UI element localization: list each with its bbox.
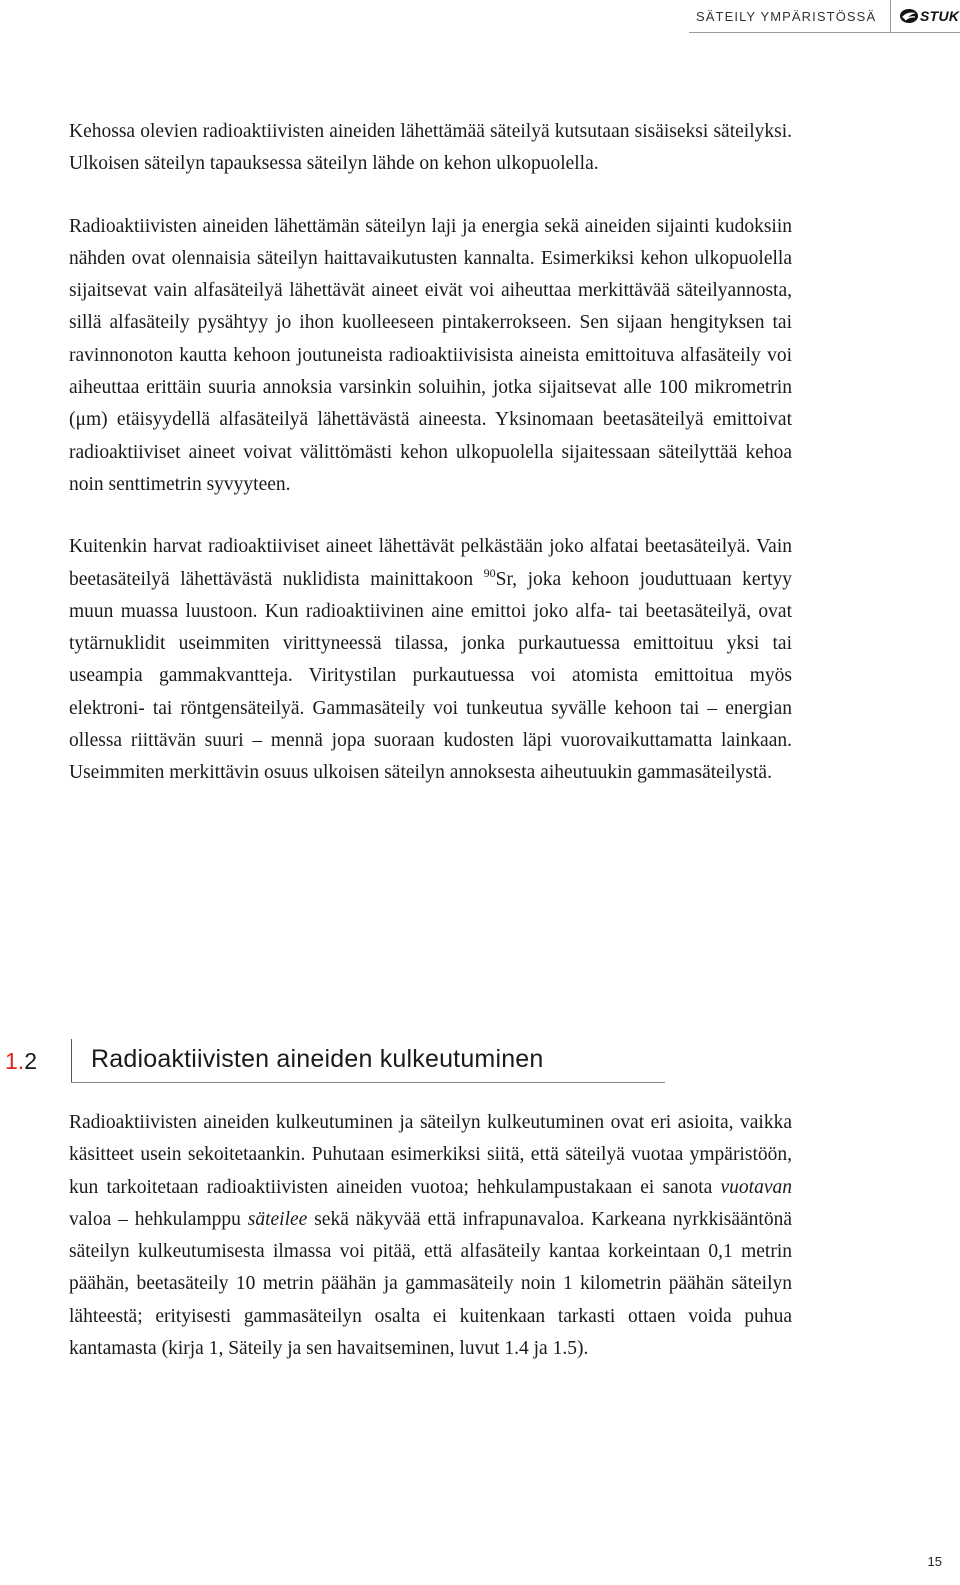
paragraph-internal-radiation: Kehossa olevien radioaktiivisten aineiden lähettämää säteilyä kutsutaan sisäiseksi säteilyksi. Ulkoisen säteilyn tapauksessa säteilyn lähde on kehon ulkopuolella.	[69, 121, 792, 175]
paragraph-gamma-radiation	[69, 531, 792, 789]
paragraph-text: sekä näkyvää että infrapunavaloa. Karkeana nyrkkisääntönä säteilyn kulkeutumisesta ilmassa voi pitää, että alfasäteily kantaa korkeintaan 0,1 metrin päähän, beetasäteily 10 metrin päähän ja gammasäteily noin 1 kilometrin päähän säteilyn lähteestä; erityisesti gammasäteilyn osalta ei kuitenkaan tarkasti ottaen voida puhua kantamasta (kirja 1, Säteily ja sen havaitseminen, luvut 1.4 ja 1.5).	[69, 1208, 793, 1360]
section-underline	[71, 1082, 665, 1083]
running-header-title: SÄTEILY YMPÄRISTÖSSÄ	[696, 9, 877, 24]
paragraph-radiation-type: Radioaktiivisten aineiden lähettämän säteilyn laji ja energia sekä aineiden sijainti kudoksiin nähden ovat olennaisia säteilyn haittavaikutusten kannalta. Esimerkiksi kehon ulkopuolella sijaitsevat vain alfasäteilyä lähettävät aineet eivät voi aiheuttaa merkittävää säteilyannosta, sillä alfasäteily pysähtyy jo ihon kuolleeseen pintakerrokseen. Sen sijaan hengityksen tai ravinnonoton kautta kehoon joutuneista radioaktiivisista aineista emittoituva alfasäteily voi aiheuttaa erittäin suuria annoksia varsinkin soluihin, jotka sijaitsevat alle 100 mikrometrin (μm) etäisyydellä alfasäteilyä lähettävästä aineesta. Yksinomaan beetasäteilyä emittoivat radioaktiiviset aineet voivat välittömästi kehon ulkopuolella sijaitessaan säteilyttää kehoa noin senttimetrin syvyyteen.	[69, 215, 792, 495]
section-number	[5, 1048, 37, 1075]
stuk-logo-icon	[899, 8, 919, 24]
body-text-lower	[69, 1107, 792, 1395]
stuk-logo	[899, 8, 959, 24]
isotope-mass-number: 90	[483, 565, 496, 580]
paragraph-text: Sr, joka kehoon jouduttuaan kertyy muun muassa luustoon. Kun radioaktiivinen aine emittoi joko alfa- tai beetasäteilyä, ovat tytärnuklidit useimmiten virittyneessä tilassa, jonka purkautuessa emittoituu yksi tai useampia gammakvantteja. Viritystilan purkautuessa voi atomista emittoitua myös elektroni- tai röntgensäteilyä. Gammasäteily voi tunkeutua syvälle kehoon tai – energian ollessa riittävän suuri – mennä jopa suoraan kudosten läpi vuorovaikuttamatta lainkaan. Useimmiten merkittävin osuus ulkoisen säteilyn annoksesta aiheutuukin gammasäteilystä.	[69, 568, 792, 784]
section-number-sub: 2	[24, 1048, 37, 1074]
paragraph-text: Radioaktiivisten aineiden kulkeutuminen ja säteilyn kulkeutuminen ovat eri asioita, vaikka käsitteet usein sekoitetaankin. Puhutaan esimerkiksi siitä, että säteilyä vuotaa ympäristöön, kun tarkoitetaan radioaktiivisten aineiden vuotoa; hehkulampustakaan ei sanota	[69, 1112, 792, 1198]
section-divider	[71, 1039, 72, 1083]
body-text-upper	[69, 116, 792, 820]
stuk-logo-text: STUK	[920, 8, 960, 24]
section-title: Radioaktiivisten aineiden kulkeutuminen	[91, 1045, 544, 1073]
page-number: 15	[927, 1554, 942, 1569]
paragraph-text: Kuitenkin harvat radioaktiiviset aineet lähettävät pelkästään joko alfatai beetasäteilyä. Vain beetasäteilyä lähettävästä nuklidista mainittakoon	[69, 536, 792, 590]
running-header	[689, 0, 960, 33]
paragraph-transport	[69, 1107, 792, 1365]
paragraph-text: valoa – hehkulamppu	[69, 1208, 248, 1230]
emphasis-sateilee: säteilee	[247, 1208, 308, 1230]
emphasis-vuotavan: vuotavan	[720, 1176, 792, 1198]
section-number-chapter: 1.	[5, 1048, 25, 1074]
section-heading	[0, 1039, 960, 1089]
header-divider	[890, 0, 891, 32]
